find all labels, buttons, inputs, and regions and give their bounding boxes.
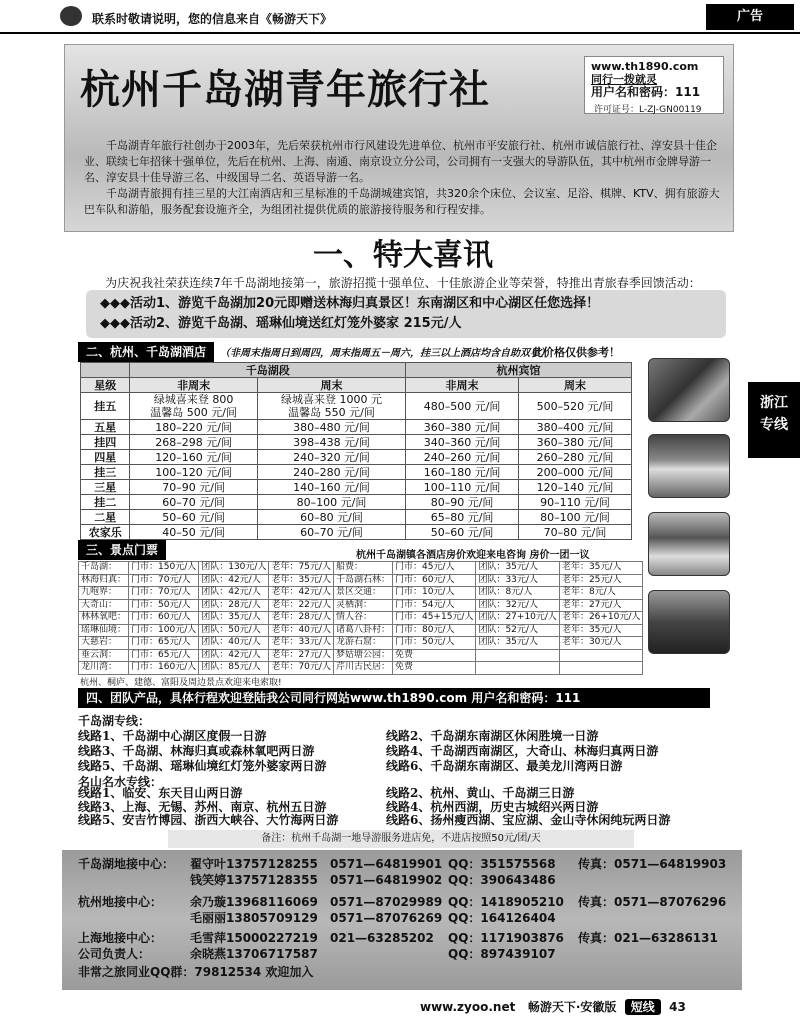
attraction-name-cell: 景区交通：	[333, 587, 392, 600]
contact-label: 公司负责人：	[78, 947, 151, 961]
attraction-name-cell: 龙川湾：	[79, 662, 129, 675]
ticket-price-cell: 老年：35元/人	[269, 574, 334, 587]
ticket-price-cell: 老年：8元/人	[559, 587, 642, 600]
ticket-price-cell: 团队：130元/人	[199, 562, 269, 575]
route-remark: 备注：杭州千岛湖一地导游服务进店免，不进店按照50元/团/天	[168, 830, 634, 848]
price-cell: 绿城喜来登 800 温馨岛 500 元/间	[130, 393, 257, 420]
ticket-price-cell: 团队：42元/人	[199, 587, 269, 600]
price-cell: 240–320 元/间	[257, 450, 405, 465]
scenic-photo-2	[648, 434, 730, 498]
column-header: 非周末	[406, 378, 519, 393]
license-number: 许可证号：L-ZJ-GN00119	[594, 105, 702, 115]
price-cell: 500–520 元/间	[519, 393, 632, 420]
table-row	[81, 420, 632, 435]
ticket-price-cell: 老年：27元/人	[269, 649, 334, 662]
contact-phone[interactable]: 0571—87029989	[330, 895, 443, 909]
ticket-price-cell: 团队：42元/人	[199, 574, 269, 587]
table-row	[79, 649, 643, 662]
scenic-photo-4	[648, 590, 730, 654]
price-cell: 240–280 元/间	[257, 465, 405, 480]
route-item: 线路2、杭州、黄山、千岛湖三日游	[386, 786, 575, 800]
contact-person: 余乃璇13968116069	[190, 895, 318, 909]
ticket-price-cell: 门市：70元/人	[129, 587, 199, 600]
price-cell: 160–180 元/间	[406, 465, 519, 480]
star-rating-cell: 挂五	[81, 393, 130, 420]
price-cell: 70–80 元/间	[519, 525, 632, 540]
ticket-price-cell: 老年：75元/人	[269, 562, 334, 575]
table-row	[81, 510, 632, 525]
side-category-tab	[748, 382, 800, 458]
route-item: 线路5、安吉竹博园、浙西大峡谷、大竹海两日游	[78, 813, 339, 827]
price-cell: 398–438 元/间	[257, 435, 405, 450]
ticket-price-cell: 门市：54元/人	[392, 599, 475, 612]
website-url[interactable]: www.th1890.com	[591, 60, 699, 73]
contact-phone[interactable]: 021—63285202	[330, 931, 434, 945]
route-item: 线路6、扬州瘦西湖、宝应湖、金山寺休闲纯玩两日游	[386, 813, 671, 827]
side-label: 浙江专线	[760, 395, 788, 433]
star-rating-cell: 五星	[81, 420, 130, 435]
price-cell: 60–80 元/间	[257, 510, 405, 525]
ticket-price-cell	[476, 662, 559, 675]
attraction-name-cell: 大奇山：	[79, 599, 129, 612]
attraction-name-cell: 九咆界：	[79, 587, 129, 600]
attraction-name-cell: 垂云洞：	[79, 649, 129, 662]
price-cell: 80–100 元/间	[257, 495, 405, 510]
attraction-name-cell: 林海归真：	[79, 574, 129, 587]
price-cell: 360–380 元/间	[519, 435, 632, 450]
ticket-price-cell: 老年：35元/人	[559, 624, 642, 637]
promo-line: 为庆祝我社荣获连续7年千岛湖地接第一，旅游招揽十强单位、十佳旅游企业等荣誉，特推出青旅春季回馈活动：	[105, 276, 701, 290]
route-item: 线路3、上海、无锡、苏州、南京、杭州五日游	[78, 800, 327, 814]
page-number: 43	[669, 1000, 686, 1014]
route-item: 线路1、千岛湖中心湖区度假一日游	[78, 729, 267, 743]
ticket-price-cell: 门市：60元/人	[129, 612, 199, 625]
column-header: 非周末	[130, 378, 257, 393]
contact-label: 千岛湖地接中心：	[78, 857, 175, 871]
price-cell: 200–000 元/间	[519, 465, 632, 480]
ticket-price-cell	[559, 649, 642, 662]
group-header-qiandaohu: 千岛湖段	[130, 363, 406, 378]
attraction-name-cell: 大慈岩：	[79, 637, 129, 650]
ticket-price-cell: 免费	[392, 649, 475, 662]
star-rating-cell: 挂四	[81, 435, 130, 450]
price-cell: 240–260 元/间	[406, 450, 519, 465]
route-item: 线路5、千岛湖、瑶琳仙境红灯笼外婆家两日游	[78, 759, 327, 773]
ticket-price-cell: 老年：33元/人	[269, 637, 334, 650]
attraction-name-cell: 船费：	[333, 562, 392, 575]
contact-label: 杭州地接中心：	[78, 895, 163, 909]
contact-fax: 传真：0571—64819903	[578, 857, 727, 871]
ticket-price-cell: 团队：52元/人	[476, 624, 559, 637]
route-item: 线路4、杭州西湖，历史古城绍兴两日游	[386, 800, 599, 814]
contact-phone[interactable]: 0571—87076269	[330, 911, 443, 925]
footer-publication: 畅游天下·安徽版	[527, 1000, 617, 1014]
ticket-price-cell: 免费	[392, 662, 475, 675]
price-cell: 100–110 元/间	[406, 480, 519, 495]
contact-fax: 传真：0571—87076296	[578, 895, 727, 909]
table-row	[79, 624, 643, 637]
ticket-price-cell: 老年：22元/人	[269, 599, 334, 612]
attraction-name-cell: 梦姑塘公园：	[333, 649, 392, 662]
ticket-price-cell: 老年：28元/人	[269, 612, 334, 625]
ticket-price-cell: 团队：85元/人	[199, 662, 269, 675]
attraction-name-cell: 龙游石窟：	[333, 637, 392, 650]
attraction-name-cell: 林林氧吧：	[79, 612, 129, 625]
ticket-price-cell: 门市：65元/人	[129, 649, 199, 662]
ticket-price-cell: 老年：27元/人	[559, 599, 642, 612]
contact-qq: QQ：1418905210	[448, 895, 564, 909]
ticket-price-cell: 门市：60元/人	[392, 574, 475, 587]
star-rating-cell: 挂二	[81, 495, 130, 510]
page-footer	[420, 998, 686, 1015]
price-cell: 360–380 元/间	[406, 420, 519, 435]
table-row	[79, 662, 643, 675]
price-cell: 180–220 元/间	[130, 420, 257, 435]
table-row	[81, 465, 632, 480]
table-row	[79, 599, 643, 612]
ticket-price-cell	[476, 649, 559, 662]
ticket-price-cell: 老年：35元/人	[559, 562, 642, 575]
price-cell: 340–360 元/间	[406, 435, 519, 450]
contact-phone[interactable]: 0571—64819902	[330, 873, 443, 887]
ticket-price-cell: 团队：32元/人	[476, 599, 559, 612]
ticket-price-cell: 门市：45元/人	[392, 562, 475, 575]
scenic-photo-3	[648, 512, 730, 576]
table-row	[79, 574, 643, 587]
ticket-price-cell: 老年：25元/人	[559, 574, 642, 587]
ticket-price-cell: 门市：50元/人	[129, 599, 199, 612]
price-cell: 50–60 元/间	[130, 510, 257, 525]
table-row	[81, 480, 632, 495]
price-cell: 480–500 元/间	[406, 393, 519, 420]
group-header-hangzhou: 杭州宾馆	[406, 363, 632, 378]
column-header: 星级	[81, 378, 130, 393]
route-section-title: 四、团队产品，具体行程欢迎登陆我公司同行网站www.th1890.com 用户名和密码：111	[78, 688, 710, 708]
footer-site[interactable]: www.zyoo.net	[420, 1000, 516, 1014]
contact-person: 余晓燕13706717587	[190, 947, 318, 961]
ticket-price-cell: 老年：26+10元/人	[559, 612, 642, 625]
attraction-name-cell: 芹川古民居：	[333, 662, 392, 675]
price-cell: 80–100 元/间	[519, 510, 632, 525]
ticket-price-cell	[559, 662, 642, 675]
column-header: 周末	[519, 378, 632, 393]
ticket-price-cell: 团队：27+10元/人	[476, 612, 559, 625]
ticket-price-cell: 团队：50元/人	[199, 624, 269, 637]
price-cell: 380–480 元/间	[257, 420, 405, 435]
route-heading-mountain: 名山名水专线：	[78, 775, 163, 789]
route-item: 线路3、千岛湖、林海归真或森林氧吧两日游	[78, 744, 315, 758]
ticket-price-cell: 团队：8元/人	[476, 587, 559, 600]
route-item: 线路2、千岛湖东南湖区休闲胜境一日游	[386, 729, 599, 743]
price-cell: 100–120 元/间	[130, 465, 257, 480]
activity-1: ◆◆◆活动1、游览千岛湖加20元即赠送林海归真景区！东南湖区和中心湖区任您选择！	[100, 296, 600, 311]
scenic-photo-1	[648, 358, 730, 422]
ticket-price-cell: 老年：40元/人	[269, 624, 334, 637]
price-cell: 65–80 元/间	[406, 510, 519, 525]
attraction-name-cell: 灵栖洞：	[333, 599, 392, 612]
price-cell: 60–70 元/间	[257, 525, 405, 540]
login-info: 用户名和密码：111	[591, 85, 701, 99]
price-cell: 70–90 元/间	[130, 480, 257, 495]
table-row	[81, 525, 632, 540]
ticket-price-table	[78, 561, 643, 675]
activity-box	[86, 290, 726, 338]
price-cell: 80–90 元/间	[406, 495, 519, 510]
contact-qq: QQ：1171903876	[448, 931, 564, 945]
hotel-section-title: 二、杭州、千岛湖酒店	[78, 342, 214, 362]
route-item: 线路4、千岛湖西南湖区，大奇山、林海归真两日游	[386, 744, 659, 758]
promo-heading: 一、特大喜讯	[313, 238, 493, 273]
ticket-price-cell: 门市：45+15元/人	[392, 612, 475, 625]
table-row	[81, 450, 632, 465]
intro-paragraph-2: 千岛湖青旅拥有挂三星的大江南酒店和三星标准的千岛湖城建宾馆，共320余个床位、会议室、足浴、棋牌、KTV、拥有旅游大巴车队和游船，服务配套设施齐全，为组团社提供优质的旅游接待服务和行程安排。	[84, 187, 720, 216]
table-row	[79, 612, 643, 625]
table-row	[81, 495, 632, 510]
contact-phone[interactable]: 0571—64819901	[330, 857, 443, 871]
activity-2: ◆◆◆活动2、游览千岛湖、瑶琳仙境送红灯笼外婆家 215元/人	[100, 316, 462, 331]
hotel-note: （非周末指周日到周四，周末指周五－周六，挂三以上酒店均含自助双早）	[220, 348, 550, 359]
attraction-name-cell: 千岛湖石林：	[333, 574, 392, 587]
ticket-price-cell: 团队：28元/人	[199, 599, 269, 612]
ticket-price-cell: 老年：30元/人	[559, 637, 642, 650]
price-cell: 60–70 元/间	[130, 495, 257, 510]
price-cell: 40–50 元/间	[130, 525, 257, 540]
contact-person: 毛雪萍15000227219	[190, 931, 318, 945]
attraction-name-cell: 瑶琳仙境：	[79, 624, 129, 637]
ticket-section-title: 三、景点门票	[78, 540, 166, 560]
attraction-name-cell: 千岛湖：	[79, 562, 129, 575]
top-note: 联系时敬请说明，您的信息来自《畅游天下》	[92, 12, 333, 26]
ticket-price-cell: 门市：160元/人	[129, 662, 199, 675]
contact-person: 钱笑婷13757128355	[190, 873, 318, 887]
star-rating-cell: 三星	[81, 480, 130, 495]
ticket-note: 杭州千岛湖镇各酒店房价欢迎来电咨询 房价一团一议	[356, 550, 590, 561]
contact-panel	[62, 850, 742, 990]
table-row	[79, 587, 643, 600]
ticket-price-cell: 门市：100元/人	[129, 624, 199, 637]
price-cell: 140–160 元/间	[257, 480, 405, 495]
contact-qq: QQ：390643486	[448, 873, 556, 887]
price-cell: 120–140 元/间	[519, 480, 632, 495]
agency-title: 杭州千岛湖青年旅行社	[80, 66, 490, 113]
table-row	[79, 562, 643, 575]
price-cell: 90–110 元/间	[519, 495, 632, 510]
ticket-price-cell: 老年：70元/人	[269, 662, 334, 675]
ticket-price-cell: 门市：70元/人	[129, 574, 199, 587]
price-cell: 268–298 元/间	[130, 435, 257, 450]
contact-label: 上海地接中心：	[78, 931, 163, 945]
column-header: 周末	[257, 378, 405, 393]
ticket-price-cell: 团队：35元/人	[476, 562, 559, 575]
ticket-price-cell: 团队：33元/人	[476, 574, 559, 587]
ad-tag: 广告	[706, 4, 794, 30]
hotel-price-table	[80, 362, 632, 540]
price-cell: 50–60 元/间	[406, 525, 519, 540]
contact-qq: QQ：897439107	[448, 947, 556, 961]
footer-badge: 短线	[625, 999, 661, 1015]
ticket-price-cell: 团队：42元/人	[199, 649, 269, 662]
website-slogan: 同行一拨就灵	[591, 73, 657, 86]
ticket-price-cell: 门市：65元/人	[129, 637, 199, 650]
price-cell: 260–280 元/间	[519, 450, 632, 465]
price-cell: 380–400 元/间	[519, 420, 632, 435]
ticket-price-cell: 团队：35元/人	[476, 637, 559, 650]
ticket-price-cell: 门市：50元/人	[392, 637, 475, 650]
contact-person: 毛丽丽13805709129	[190, 911, 318, 925]
star-rating-cell: 挂三	[81, 465, 130, 480]
table-row	[81, 435, 632, 450]
contact-fax: 传真：021—63286131	[578, 931, 718, 945]
star-rating-cell: 四星	[81, 450, 130, 465]
ticket-price-cell: 门市：80元/人	[392, 624, 475, 637]
table-cell	[81, 363, 130, 378]
contact-person: 翟守叶13757128255	[190, 857, 318, 871]
table-row	[81, 393, 632, 420]
ticket-price-cell: 门市：150元/人	[129, 562, 199, 575]
intro-paragraph-1: 千岛湖青年旅行社创办于2003年，先后荣获杭州市行风建设先进单位、杭州市平安旅行社、杭州市诚信旅行社、淳安县十佳企业、联续七年招徕十强单位，先后在杭州、上海、南通、南京设立分公司，公司拥有一支强大的导游队伍，其中杭州市金牌导游一名、淳安县十佳导游三名、中级国导二名、英语导游一名。	[84, 139, 717, 184]
contact-qq: QQ：351575568	[448, 857, 556, 871]
route-item: 线路1、临安、东天目山两日游	[78, 786, 243, 800]
price-cell: 120–160 元/间	[130, 450, 257, 465]
qq-group: 非常之旅同业QQ群：79812534 欢迎加入	[78, 965, 314, 979]
ticket-footnote: 杭州、桐庐、建德、富阳及周边景点欢迎来电索取!	[80, 678, 282, 688]
contact-qq: QQ：164126404	[448, 911, 556, 925]
price-cell: 绿城喜来登 1000 元 温馨岛 550 元/间	[257, 393, 405, 420]
star-rating-cell: 农家乐	[81, 525, 130, 540]
ticket-price-cell: 老年：42元/人	[269, 587, 334, 600]
table-row	[79, 637, 643, 650]
ticket-price-cell: 门市：10元/人	[392, 587, 475, 600]
star-rating-cell: 二星	[81, 510, 130, 525]
attraction-name-cell: 诸葛八卦村：	[333, 624, 392, 637]
attraction-name-cell: 情人谷：	[333, 612, 392, 625]
route-item: 线路6、千岛湖东南湖区、最美龙川湾两日游	[386, 759, 623, 773]
ticket-price-cell: 团队：35元/人	[199, 612, 269, 625]
ticket-price-cell: 团队：40元/人	[199, 637, 269, 650]
magazine-logo-icon	[60, 6, 82, 26]
route-heading-qiandaohu: 千岛湖专线：	[78, 714, 151, 728]
hotel-reference: 此价格仅供参考！	[532, 346, 620, 359]
